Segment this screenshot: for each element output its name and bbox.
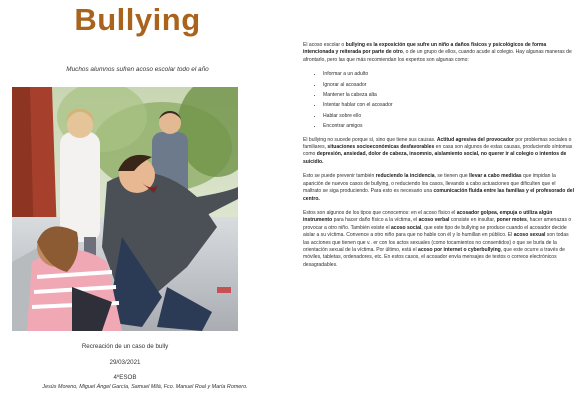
text-run: Estos son algunos de los tipos que conocemos: en el acoso físico el bbox=[303, 209, 457, 216]
bold-run: poner motes bbox=[496, 217, 527, 224]
list-item: • Informar a un adulto bbox=[323, 71, 575, 78]
bold-run: acoso verbal bbox=[418, 217, 450, 224]
photo-caption: Recreación de un caso de bully bbox=[81, 343, 169, 350]
page-subtitle: Muchos alumnos sufren acoso escolar todo el año bbox=[66, 66, 209, 73]
list-item: • Mantener la cabeza alta bbox=[323, 92, 575, 99]
list-item: • Intentar hablar con el acosador bbox=[323, 102, 575, 109]
left-column bbox=[0, 0, 275, 400]
bullying-photo bbox=[12, 87, 238, 331]
text-run: El acoso escolar o bbox=[303, 42, 346, 48]
text-run: que impidan la aparición de nuevos casos de bullying, o reduciendo los casos, llevando a cabo actuaciones que dificulten que el maltrato se siga produciendo. Para esto es necesario una bbox=[303, 173, 556, 195]
text-run: , se tienen que bbox=[434, 173, 470, 180]
bold-run: acoso sexual bbox=[513, 232, 546, 239]
paragraph-causes bbox=[303, 137, 575, 167]
text-run: por problemas sociales o familiares, bbox=[303, 136, 572, 151]
publish-date: 29/03/2021 bbox=[109, 359, 141, 366]
bold-run: reduciendo la incidencia bbox=[375, 173, 435, 180]
bold-run: situaciones socioeconómicas desfavorables bbox=[327, 144, 435, 151]
text-run: en casa son algunos de estas causas, produciendo síntomas como bbox=[303, 144, 573, 158]
authors-line: Jesús Moreno, Miguel Ángel García, Samuel Milá, Fco. Manuel Roal y María Romero. bbox=[42, 384, 248, 390]
bold-run: depresión, ansiedad, dolor de cabeza, insomnio, aislamiento social, no querer ir al colegio o intentos de suicidio. bbox=[303, 151, 567, 165]
text-run: Esto se puede prevenir también bbox=[303, 173, 376, 180]
text-run: El bullying no sucede porque sí, sino que tiene sus causas. bbox=[303, 136, 437, 143]
text-run: , que este tipo de bullying se produce cuando el acosador decide aislar a su víctima. Convence a otro niño para que no hable con él y lo humillan en público. El bbox=[303, 224, 567, 239]
bold-run: comunicación fluida entre las familias y el profesorado del centro. bbox=[303, 188, 574, 202]
paragraph-prevention bbox=[303, 173, 575, 203]
coping-list bbox=[303, 71, 575, 130]
schoolyard-scene-image bbox=[12, 87, 238, 331]
list-item: • Encontrar amigos bbox=[323, 123, 575, 130]
page-title: Bullying bbox=[74, 2, 201, 37]
paragraph-definition bbox=[303, 42, 575, 64]
text-run: para hacer daño físico a la víctima, el bbox=[332, 217, 419, 224]
text-run: , que este ocurre a través de móviles, tabletas, ordenadores, etc. En estos casos, el acosador envía mensajes de textos o correos electrónicos desagradables. bbox=[303, 246, 565, 268]
list-item: • Ignorar al acosador bbox=[323, 82, 575, 89]
bold-run: acoso social bbox=[391, 224, 422, 231]
bold-run: bullying es la exposición que sufre un niño a daños físicos y psicológicos de forma intencionada y reiterada por parte de otro bbox=[303, 42, 547, 56]
text-run: , hacer amenazas o provocar a otro niño. También existe el bbox=[303, 217, 572, 231]
text-run: son todas las acciones que tienen que v.. er con los actos sexuales (como tocamientos no consentidos) o que se burla de la orientación sexual de la víctima. Por último, está el bbox=[303, 232, 569, 253]
bold-run: acosador golpea, empuja o utiliza algún instrumento bbox=[303, 209, 553, 224]
paragraph-types bbox=[303, 210, 575, 269]
bold-run: llevar a cabo medidas bbox=[469, 173, 522, 180]
bold-run: Actitud agresiva del provocador bbox=[436, 136, 514, 143]
class-group: 4ºESOB bbox=[113, 374, 137, 381]
bold-run: acoso por internet o cyberbullying bbox=[418, 246, 501, 253]
article-body bbox=[303, 42, 575, 276]
text-run: consiste en insultar, bbox=[449, 217, 497, 224]
text-run: , o de un grupo de ellos, cuando acude al colegio. Hay algunas maneras de afrontarlo, pero las que más recomiendan los expertos son algunas como: bbox=[303, 49, 572, 63]
list-item: • Hablar sobre ello bbox=[323, 113, 575, 120]
